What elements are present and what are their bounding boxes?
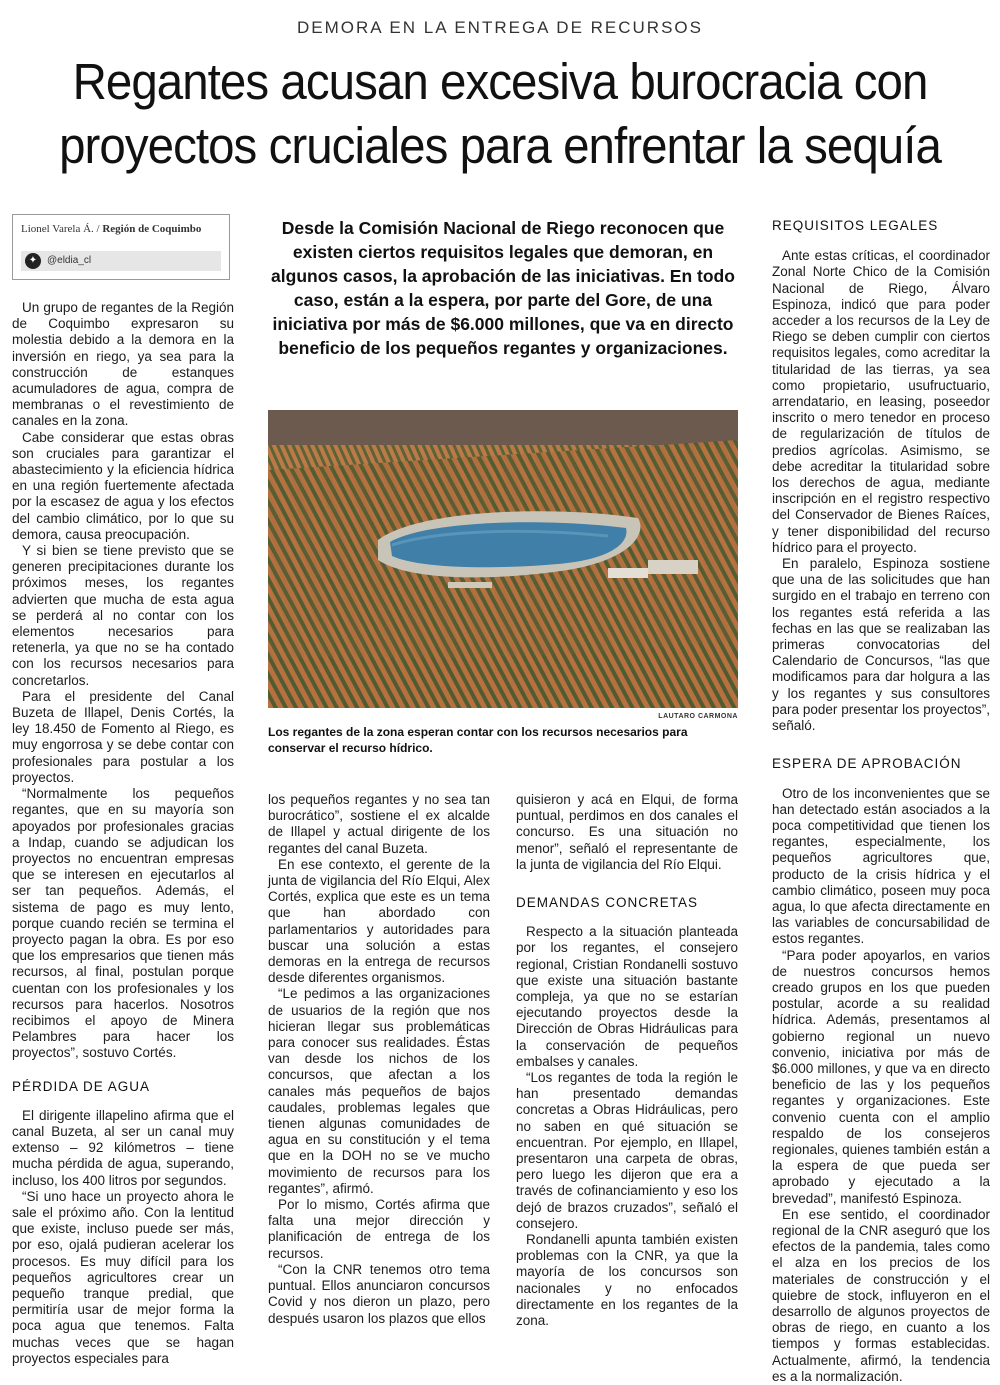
kicker: DEMORA EN LA ENTREGA DE RECURSOS xyxy=(297,18,703,37)
paragraph: quisieron y acá en Elqui, de forma puntual, perdimos en dos canales el concurso. Es una situación no menor”, señaló el representante de la junta de vigilancia del Río Elqui. xyxy=(516,792,738,872)
paragraph: “Con la CNR tenemos otro tema puntual. Ellos anunciaron concursos Covid y nos dieron un plazo, pero después usaron los plazos que ellos xyxy=(268,1261,490,1326)
paragraph: Respecto a la situación planteada por los regantes, el consejero regional, Cristian Rondanelli sostuvo que existe una situación bastante compleja, ya que no se estarían ejecutando proyectos desde la Dirección de Obras Hidráulicas para la conservación de pequeños embalses y canales. xyxy=(516,924,738,1069)
paragraph: “Normalmente los pequeños regantes, que en su mayoría son apoyados por profesionales gracias a Indap, cuando se adjudican los proyectos no encuentran empresas que se interesen en ejecutarlos al ser tan pequeños. Además, el sistema de pago es muy lento, porque cuando recién se termina el proyecto pagan la obra. Es por eso que los empresarios que tienen más recursos, al final, postulan porque cuentan con los profesionales y los recursos para hacerlos. Nosotros recibimos el apoyo de Minera Pelambres para hacer los proyectos”, sostuvo Cortés. xyxy=(12,786,234,1061)
paragraph: Otro de los inconvenientes que se han detectado están asociados a la poca competitividad que tienen los regantes, especialmente, los pequeños agricultores que, producto de la crisis hídrica y el cambio climático, poseen muy poca agua, lo que afecta directamente en las variables de concursabilidad de estos regantes. xyxy=(772,785,990,947)
byline-names xyxy=(21,223,201,235)
paragraph: Ante estas críticas, el coordinador Zonal Norte Chico de la Comisión Nacional de Riego, Álvaro Espinoza, indicó que para poder acceder a los recursos de la Ley de Riego se deben cumplir con ciertos requisitos legales, como acreditar la titularidad de las tierras, ya sea como propietario, usufructuario, arrendatario, en leasing, poseedor inscrito o mero tenedor en proceso de regularización de títulos de predios agrícolas. Asimismo, se debe acreditar la titularidad sobre los derechos de agua, mediante inscripción en el registro respectivo del Conservador de Bienes Raíces, y tener disponibilidad del recurso hídrico para el proyecto. xyxy=(772,248,990,555)
section-heading-espera: ESPERA DE APROBACIÓN xyxy=(772,756,962,772)
photo-credit: LAUTARO CARMONA xyxy=(658,713,738,720)
article-photo xyxy=(268,410,738,708)
column-2 xyxy=(268,792,490,1327)
paragraph: “Le pedimos a las organizaciones de usuarios de la región que nos hicieran llegar sus problemáticas para conocer sus realidades. Éstas van desde los nichos de los concursos, que afectan a los canales más pequeños de bajos caudales, problemas legales que tienen algunas comunidades de agua en su constitución y el tema que en la DOH no se ve mucho movimiento de recursos para los regantes”, afirmó. xyxy=(268,986,490,1196)
paragraph: “Los regantes de toda la región le han presentado demandas concretas a Obras Hidráulicas, pero no saben en qué situación se encuentran. Por ejemplo, en Illapel, presentaron una carpeta de obras, pero luego les dijeron que era a través de cofinanciamiento y eso los dejó de brazos cruzados”, señaló el consejero. xyxy=(516,1070,738,1231)
section-heading-demandas: DEMANDAS CONCRETAS xyxy=(516,895,699,911)
twitter-handle: @eldia_cl xyxy=(47,255,92,266)
column-1 xyxy=(12,300,234,1367)
paragraph: Rondanelli apunta también existen problemas con la CNR, ya que la mayoría de los concursos son nacionales y no enfocados directamente en los regantes de la zona. xyxy=(516,1232,738,1329)
paragraph: Para el presidente del Canal Buzeta de Illapel, Denis Cortés, la ley 18.450 de Fomento al Riego, es muy engorrosa y se debe contar con profesionales para postular a los proyectos. xyxy=(12,688,234,785)
author-name: Lionel Varela Á. / xyxy=(21,223,100,235)
paragraph: los pequeños regantes y no sea tan burocrático”, sostiene el ex alcalde de Illapel y actual dirigente de los regantes del canal Buzeta. xyxy=(268,792,490,856)
reservoir-aerial-illustration xyxy=(268,410,738,708)
paragraph: Cabe considerar que estas obras son cruciales para garantizar el abastecimiento y la eficiencia hídrica en una región fuertemente afectada por la escasez de agua y los efectos del cambio climático, por lo que su demora, causa preocupación. xyxy=(12,429,234,542)
twitter-handle-bar[interactable] xyxy=(21,251,221,271)
paragraph: En ese contexto, el gerente de la junta de vigilancia del Río Elqui, Alex Cortés, explica que este es un tema que han abordado con parlamentarios y autoridades para buscar una solución a estas demoras en la entrega de recursos desde diferentes organismos. xyxy=(268,856,490,986)
photo-caption: Los regantes de la zona esperan contar con los recursos necesarios para conservar el recurso hídrico. xyxy=(268,725,688,755)
headline-line-2: proyectos cruciales para enfrentar la sequía xyxy=(59,117,941,174)
section-heading-perdida: PÉRDIDA DE AGUA xyxy=(12,1078,151,1094)
byline-box xyxy=(12,214,230,280)
column-4 xyxy=(772,218,990,1385)
paragraph: Y si bien se tiene previsto que se generen precipitaciones durante los próximos meses, los regantes advierten que mucha de esta agua se perderá al no contar con los elementos necesarios para retenerla, ya que no se ha contado con los recursos necesarios para concretarlos. xyxy=(12,543,234,688)
paragraph: En paralelo, Espinoza sostiene que una de las solicitudes que han surgido en el trabajo en terreno con los regantes está referida a las fechas en las que se realizaban las primeras convocatorias del Calendario de Concursos, “las que modificamos para dar holgura a las y los regantes y sus consultores para poder presentar los proyectos”, señaló. xyxy=(772,556,990,734)
paragraph: Por lo mismo, Cortés afirma que falta una mejor dirección y planificación de entrega de los recursos. xyxy=(268,1197,490,1261)
author-region: Región de Coquimbo xyxy=(102,223,202,235)
paragraph: Un grupo de regantes de la Región de Coquimbo expresaron su molestia debido a la demora en la inversión en riego, ya sea para la construcción de estanques acumuladores de agua, compra de membranas o el revestimiento de canales en la zona. xyxy=(12,300,234,429)
paragraph: En ese sentido, el coordinador regional de la CNR aseguró que los efectos de la pandemia, tales como el alza en los precios de los materiales de construcción y el quiebre de stock, influyeron en el desarrollo de algunos proyectos de obras de riego, en cuanto a los tiempos y formas establecidas. Actualmente, afirmó, la tendencia es a la normalización. xyxy=(772,1206,990,1384)
column-3 xyxy=(516,792,738,1329)
paragraph: “Para poder apoyarlos, en varios de nuestros concursos hemos creado grupos en los que pueden postular, acorde a su realidad hídrica. Además, presentamos al gobierno regional un nuevo convenio, iniciativa por más de $6.000 millones, y que va en directo beneficio de las y los pequeños regantes y organizaciones. Este convenio cuenta con el amplio respaldo de los consejeros regionales, quienes también están a la espera de que pueda ser aprobado y ejecutado a la brevedad”, manifestó Espinoza. xyxy=(772,947,990,1206)
headline-line-1: Regantes acusan excesiva burocracia con xyxy=(72,53,928,110)
lead-paragraph: Desde la Comisión Nacional de Riego reconocen que existen ciertos requisitos legales que demoran, en algunos casos, la aprobación de las iniciativas. En todo caso, están a la espera, por parte del Gore, de una iniciativa por más de $6.000 millones, que va en directo beneficio de los pequeños regantes y organizaciones. xyxy=(271,218,735,358)
twitter-icon: ✦ xyxy=(25,253,41,269)
headline xyxy=(44,50,955,178)
paragraph: “Si uno hace un proyecto ahora le sale el próximo año. Con la lentitud que existe, incluso puede ser más, por eso, ojalá pudieran acelerar los procesos. Es muy difícil para los pequeños agricultores crear un pequeño tranque predial, que permitiría usar de mejor forma la poca agua que tenemos. Falta muchas veces que se hagan proyectos especiales para xyxy=(12,1188,234,1366)
section-heading-requisitos: REQUISITOS LEGALES xyxy=(772,218,939,233)
paragraph: El dirigente illapelino afirma que el canal Buzeta, al ser un canal muy extenso – 92 kilómetros – tiene mucha pérdida de agua, superando, incluso, los 400 litros por segundos. xyxy=(12,1107,234,1188)
